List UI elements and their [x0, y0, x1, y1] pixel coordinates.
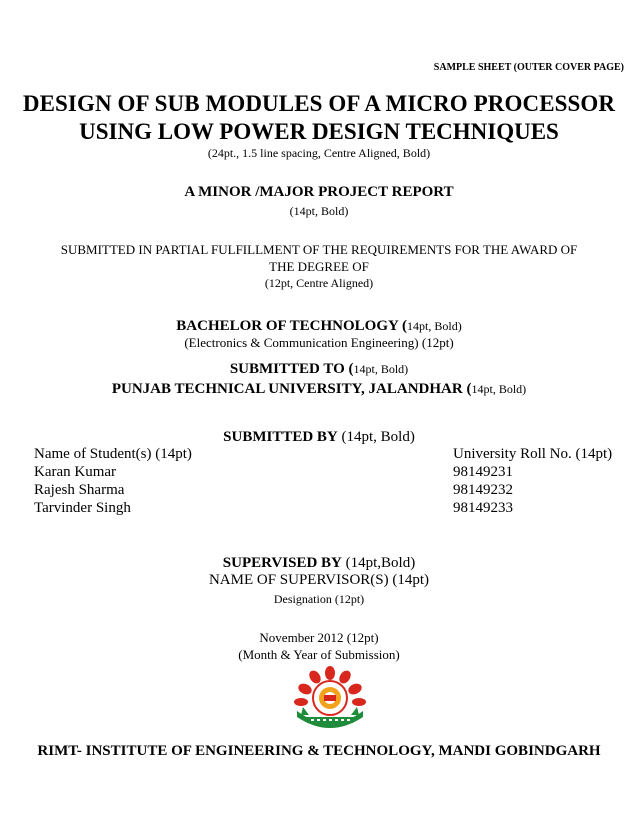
submission-date: November 2012 (12pt): [259, 630, 379, 645]
degree-line: [0, 317, 638, 335]
title-format-note: (24pt., 1.5 line spacing, Centre Aligned, Bold): [207, 146, 431, 160]
submitted-by-label: SUBMITTED BY: [223, 429, 338, 445]
supervisor-name: NAME OF SUPERVISOR(S) (14pt): [208, 572, 430, 588]
student-name: Rajesh Sharma: [34, 482, 125, 498]
submitted-by-line: [0, 428, 638, 446]
report-format-note: (14pt, Bold): [289, 204, 349, 218]
sample-sheet-label: SAMPLE SHEET (OUTER COVER PAGE): [433, 62, 624, 73]
degree-branch: (Electronics & Communication Engineering) (12pt): [184, 335, 454, 350]
degree-format-note: 14pt, Bold): [407, 319, 462, 333]
submitted-to-note: 14pt, Bold): [353, 362, 409, 376]
submitted-to-label: SUBMITTED TO (: [229, 361, 354, 377]
supervised-by-line: [0, 554, 638, 572]
submitted-by-note: (14pt, Bold): [337, 429, 415, 445]
student-names-header: Name of Student(s) (14pt): [34, 446, 192, 462]
student-roll: 98149233: [453, 500, 513, 516]
project-title-line-2: USING LOW POWER DESIGN TECHNIQUES: [79, 119, 559, 144]
student-roll: 98149232: [453, 482, 513, 498]
student-name: Karan Kumar: [34, 464, 117, 480]
degree-name: BACHELOR OF TECHNOLOGY (: [176, 318, 408, 334]
submission-statement-line-2: THE DEGREE OF: [269, 259, 369, 274]
submission-format-note: (12pt, Centre Aligned): [264, 276, 374, 290]
project-title-line-1: DESIGN OF SUB MODULES OF A MICRO PROCESSOR: [22, 91, 616, 116]
university-line: [0, 380, 638, 398]
report-heading: A MINOR /MAJOR PROJECT REPORT: [184, 184, 454, 200]
supervised-by-note: (14pt,Bold): [341, 555, 416, 571]
rimt-emblem-icon: [291, 665, 369, 731]
university-note: 14pt, Bold): [471, 382, 527, 396]
submission-statement-line-1: SUBMITTED IN PARTIAL FULFILLMENT OF THE REQUIREMENTS FOR THE AWARD OF: [60, 242, 578, 257]
supervisor-designation: Designation (12pt): [273, 592, 365, 606]
student-name: Tarvinder Singh: [34, 500, 131, 516]
supervised-by-label: SUPERVISED BY: [222, 555, 342, 571]
institute-name: RIMT- INSTITUTE OF ENGINEERING & TECHNOLOGY, MANDI GOBINDGARH: [37, 743, 601, 759]
submission-date-note: (Month & Year of Submission): [238, 647, 400, 662]
student-roll: 98149231: [453, 464, 513, 480]
roll-number-header: University Roll No. (14pt): [453, 446, 613, 462]
university-name: PUNJAB TECHNICAL UNIVERSITY, JALANDHAR (: [111, 381, 472, 397]
submitted-to-line: [0, 360, 638, 378]
